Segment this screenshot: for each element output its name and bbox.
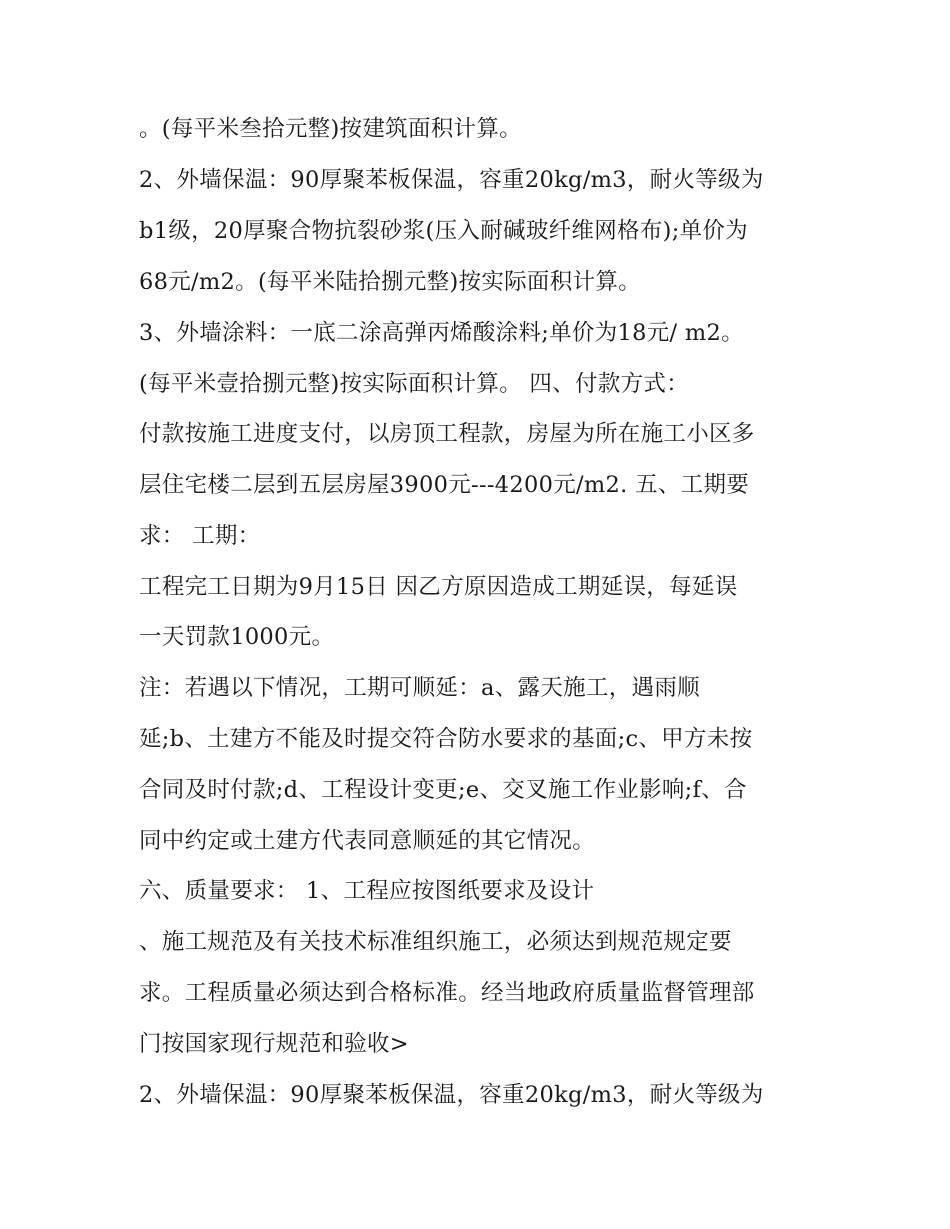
text-line: 68元/m2。(每平米陆拾捌元整)按实际面积计算。 [139, 269, 641, 295]
text-line: 2、外墙保温：90厚聚苯板保温，容重20kg/m3，耐火等级为 [139, 167, 764, 193]
text-line: 。(每平米叁拾元整)按建筑面积计算。 [139, 116, 522, 142]
text-line: 、施工规范及有关技术标准组织施工，必须达到规范规定要 [139, 929, 732, 955]
text-line: 求： 工期： [139, 523, 261, 549]
text-line: 求。工程质量必须达到合格标准。经当地政府质量监督管理部 [139, 980, 755, 1006]
text-line: 六、质量要求： 1、工程应按图纸要求及设计 [139, 878, 595, 904]
text-line: 工程完工日期为9月15日 因乙方原因造成工期延误，每延误 [139, 574, 738, 600]
text-line: 2、外墙保温：90厚聚苯板保温，容重20kg/m3，耐火等级为 [139, 1082, 764, 1108]
text-line: 层住宅楼二层到五层房屋3900元---4200元/m2. 五、工期要 [139, 472, 750, 498]
text-line: 延;b、土建方不能及时提交符合防水要求的基面;c、甲方未按 [139, 726, 753, 752]
text-line: 3、外墙涂料：一底二涂高弹丙烯酸涂料;单价为18元/ m2。 [139, 320, 744, 346]
text-line: b1级，20厚聚合物抗裂砂浆(压入耐碱玻纤维网格布);单价为 [139, 218, 748, 244]
text-line: 同中约定或土建方代表同意顺延的其它情况。 [139, 828, 596, 854]
text-line: 一天罚款1000元。 [139, 624, 335, 650]
text-line: 合同及时付款;d、工程设计变更;e、交叉施工作业影响;f、合 [139, 777, 747, 803]
text-line: (每平米壹拾捌元整)按实际面积计算。 四、付款方式： [139, 371, 690, 397]
text-line: 注：若遇以下情况，工期可顺延：a、露天施工，遇雨顺 [139, 675, 700, 701]
text-line: 门按国家现行规范和验收> [139, 1031, 409, 1057]
text-line: 付款按施工进度支付，以房顶工程款，房屋为所在施工小区多 [139, 421, 755, 447]
